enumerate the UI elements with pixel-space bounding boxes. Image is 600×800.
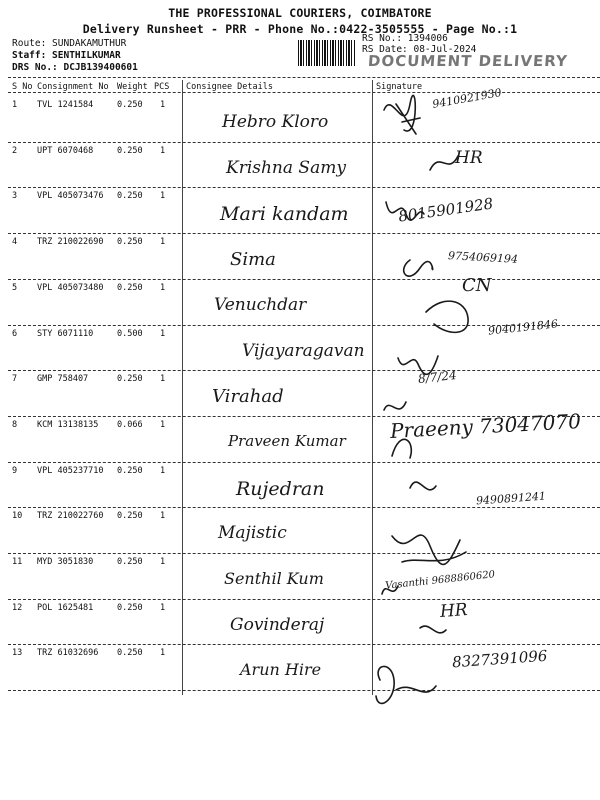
row-pcs: 1 bbox=[160, 511, 166, 522]
route-label: Route: SUNDAKAMUTHUR bbox=[12, 38, 127, 49]
signature-scribble bbox=[404, 260, 433, 276]
row-signature-text: 8327391096 bbox=[451, 647, 548, 672]
row-consignee-handwritten: Senthil Kum bbox=[224, 569, 324, 588]
row-pcs: 1 bbox=[160, 145, 166, 156]
row-pcs: 1 bbox=[160, 648, 166, 659]
drs-number: DRS No.: DCJB139400601 bbox=[12, 62, 138, 73]
row-sno: 7 bbox=[12, 374, 18, 385]
row-weight: 0.250 bbox=[117, 374, 143, 385]
row-consignment-no: VPL 405073480 bbox=[37, 282, 104, 293]
rs-number: RS No.: 1394006 bbox=[362, 33, 448, 44]
col-signature: Signature bbox=[376, 82, 423, 92]
row-pcs: 1 bbox=[160, 374, 166, 385]
row-pcs: 1 bbox=[160, 237, 166, 248]
row-consignment-no: GMP 758407 bbox=[37, 374, 89, 385]
row-consignment-no: VPL 405237710 bbox=[37, 465, 104, 476]
row-sno: 6 bbox=[12, 328, 18, 339]
row-signature-text: Vasanthi 9688860620 bbox=[384, 569, 496, 592]
col-consignment: Consignment No bbox=[37, 82, 109, 92]
row-consignment-no: TRZ 210022760 bbox=[37, 511, 104, 522]
row-consignee-handwritten: Krishna Samy bbox=[226, 157, 346, 178]
row-signature-text: HR bbox=[439, 599, 469, 622]
row-consignment-no: POL 1625481 bbox=[37, 602, 94, 613]
row-consignee-handwritten: Govinderaj bbox=[230, 614, 325, 635]
row-weight: 0.250 bbox=[117, 145, 143, 156]
col-consignee-details: Consignee Details bbox=[186, 82, 273, 92]
row-pcs: 1 bbox=[160, 100, 166, 110]
col-sno: S No bbox=[12, 82, 33, 92]
row-consignee-handwritten: Majistic bbox=[218, 523, 287, 544]
row-consignee-handwritten: Vijayaragavan bbox=[242, 340, 365, 361]
row-pcs: 1 bbox=[160, 557, 166, 567]
row-signature-text: HR bbox=[455, 147, 483, 168]
row-sno: 3 bbox=[12, 191, 18, 202]
row-consignment-no: MYD 3051830 bbox=[37, 557, 94, 567]
row-weight: 0.250 bbox=[117, 511, 143, 522]
row-weight: 0.250 bbox=[117, 648, 143, 659]
row-consignment-no: TVL 1241584 bbox=[37, 100, 94, 110]
row-consignee-handwritten: Mari kandam bbox=[220, 203, 349, 226]
row-pcs: 1 bbox=[160, 465, 166, 476]
row-sno: 2 bbox=[12, 145, 18, 156]
signature-scribble bbox=[430, 156, 458, 170]
document-delivery-stamp: DOCUMENT DELIVERY bbox=[367, 52, 569, 70]
signature-scribble bbox=[384, 95, 420, 134]
row-weight: 0.500 bbox=[117, 328, 143, 339]
row-consignee-handwritten: Praveen Kumar bbox=[228, 431, 346, 450]
row-consignment-no: KCM 13138135 bbox=[37, 419, 99, 430]
rs-date: RS Date: 08-Jul-2024 bbox=[362, 44, 477, 55]
row-consignee-handwritten: Rujedran bbox=[236, 477, 325, 500]
row-consignee-handwritten: Hebro Kloro bbox=[222, 112, 329, 132]
row-consignment-no: TRZ 61032696 bbox=[37, 648, 99, 659]
row-signature-text: CN bbox=[462, 274, 492, 296]
row-consignment-no: TRZ 210022690 bbox=[37, 237, 104, 248]
row-signature-text: 9754069194 bbox=[447, 249, 519, 266]
row-pcs: 1 bbox=[160, 602, 166, 613]
row-pcs: 1 bbox=[160, 282, 166, 293]
row-weight: 0.066 bbox=[117, 419, 143, 430]
row-sno: 9 bbox=[12, 465, 18, 476]
row-signature-text: 9040191846 bbox=[487, 316, 559, 338]
signature-scribble bbox=[410, 482, 436, 490]
row-weight: 0.250 bbox=[117, 557, 143, 567]
row-weight: 0.250 bbox=[117, 237, 143, 248]
row-signature-text: 8/7/24 bbox=[417, 368, 458, 387]
row-pcs: 1 bbox=[160, 419, 166, 430]
signature-scribble bbox=[382, 586, 398, 594]
runsheet-subtitle: Delivery Runsheet - PRR - Phone No.:0422-3505555 - Page No.:1 bbox=[82, 22, 518, 36]
row-pcs: 1 bbox=[160, 328, 166, 339]
row-signature-text: 9410921930 bbox=[431, 86, 503, 111]
row-sno: 11 bbox=[12, 557, 23, 567]
row-sno: 4 bbox=[12, 237, 18, 248]
signature-scribble bbox=[386, 202, 424, 220]
row-consignee-handwritten: Arun Hire bbox=[240, 660, 322, 680]
signature-scribble bbox=[420, 626, 446, 633]
col-weight: Weight bbox=[117, 82, 148, 92]
signature-scribble bbox=[392, 535, 466, 564]
col-pcs: PCS bbox=[154, 82, 170, 92]
row-sno: 8 bbox=[12, 419, 18, 430]
row-weight: 0.250 bbox=[117, 100, 143, 110]
row-consignee-handwritten: Virahad bbox=[212, 386, 284, 408]
row-sno: 10 bbox=[12, 511, 23, 522]
signature-scribble bbox=[426, 301, 468, 332]
row-consignee-handwritten: Sima bbox=[230, 249, 276, 271]
row-pcs: 1 bbox=[160, 191, 166, 202]
company-name: THE PROFESSIONAL COURIERS, COIMBATORE bbox=[168, 6, 432, 20]
signature-scribble bbox=[398, 356, 438, 374]
signature-scribble bbox=[392, 439, 411, 458]
row-sno: 1 bbox=[12, 100, 18, 110]
row-consignee-handwritten: Venuchdar bbox=[214, 294, 307, 315]
row-signature-text: 8015901928 bbox=[397, 194, 495, 226]
row-sno: 5 bbox=[12, 282, 18, 293]
row-consignment-no: UPT 6070468 bbox=[37, 145, 94, 156]
row-signature-text: Praeeny 73047070 bbox=[389, 408, 582, 443]
row-weight: 0.250 bbox=[117, 282, 143, 293]
row-weight: 0.250 bbox=[117, 602, 143, 613]
signature-scribble bbox=[376, 666, 436, 703]
row-consignment-no: VPL 405073476 bbox=[37, 191, 104, 202]
row-weight: 0.250 bbox=[117, 191, 143, 202]
signature-scribble bbox=[384, 402, 406, 410]
row-weight: 0.250 bbox=[117, 465, 143, 476]
staff-label: Staff: SENTHILKUMAR bbox=[12, 50, 121, 61]
row-sno: 13 bbox=[12, 648, 23, 659]
row-consignment-no: STY 6071110 bbox=[37, 328, 94, 339]
row-signature-text: 9490891241 bbox=[475, 489, 547, 508]
row-sno: 12 bbox=[12, 602, 23, 613]
